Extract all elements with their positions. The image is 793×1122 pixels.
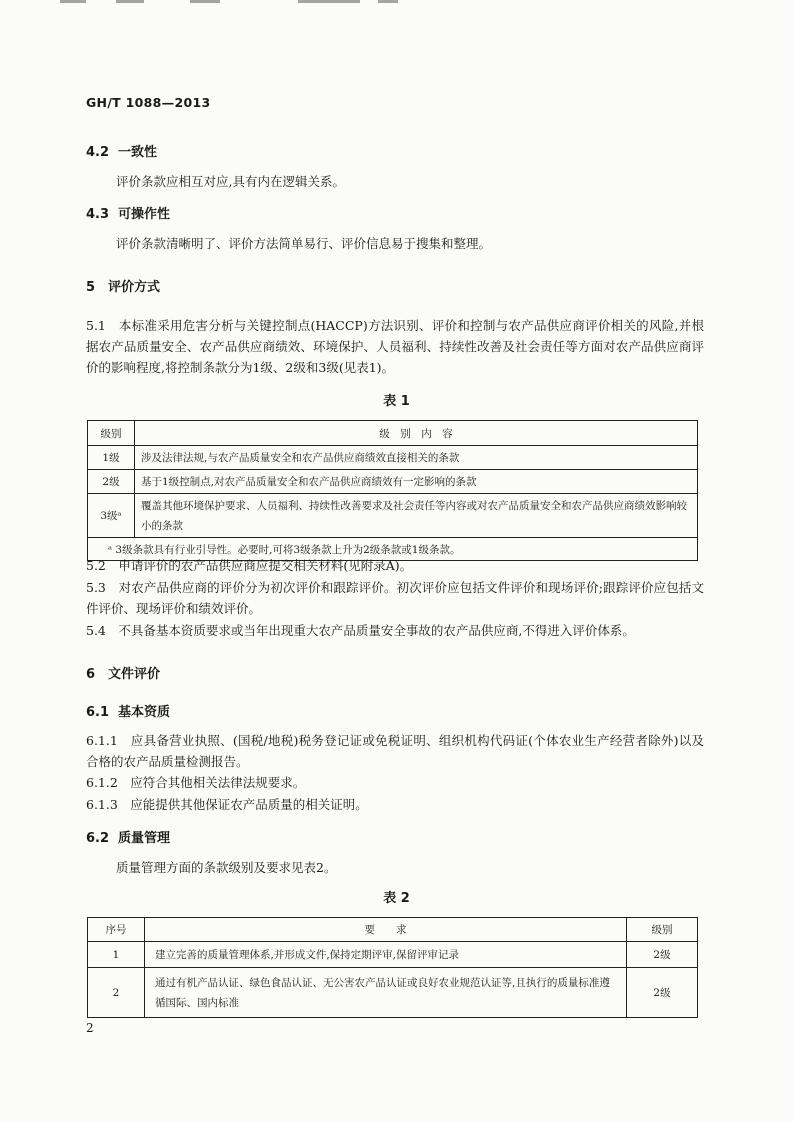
table2-head-no: 序号 — [88, 918, 145, 942]
page-number: 2 — [86, 1021, 94, 1035]
heading-6-1: 6.1 基本资质 — [86, 705, 171, 720]
table1-head-level: 级别 — [88, 421, 135, 446]
table1-level: 2级 — [88, 470, 135, 494]
para-5-1: 5.1 本标准采用危害分析与关键控制点(HACCP)方法识别、评价和控制与农产品供应商评价相关的风险,并根据农产品质量安全、农产品供应商绩效、环境保护、人员福利、持续性改善及社会责任等方面对农产品供应商评价的影响程度,将控制条款分为1级、2级和3级(见表1)。 — [86, 318, 704, 375]
table2-level: 2级 — [627, 942, 698, 968]
table-2 — [87, 917, 698, 1018]
para-4-2: 评价条款应相互对应,具有内在逻辑关系。 — [116, 174, 345, 189]
table1-footnote: ᵃ 3级条款具有行业引导性。必要时,可将3级条款上升为2级条款或1级条款。 — [88, 538, 698, 561]
table1-level: 3级ᵃ — [88, 494, 135, 538]
table-row — [88, 942, 698, 968]
top-scan-marks — [60, 0, 740, 6]
table2-req: 通过有机产品认证、绿色食品认证、无公害农产品认证或良好农业规范认证等,且执行的质量标准遵循国际、国内标准 — [145, 968, 627, 1018]
document-code: GH/T 1088—2013 — [86, 95, 211, 110]
table-row — [88, 446, 698, 470]
table2-caption: 表 2 — [383, 891, 410, 906]
para-5-2: 5.2 申请评价的农产品供应商应提交相关材料(见附录A)。 — [86, 558, 413, 573]
table1-caption: 表 1 — [383, 394, 410, 409]
para-5-4: 5.4 不具备基本资质要求或当年出现重大农产品质量安全事故的农产品供应商,不得进入评价体系。 — [86, 623, 635, 638]
para-6-1-1: 6.1.1 应具备营业执照、(国税/地税)税务登记证或免税证明、组织机构代码证(个体农业生产经营者除外)以及合格的农产品质量检测报告。 — [86, 733, 704, 769]
para-6-2: 质量管理方面的条款级别及要求见表2。 — [116, 860, 337, 875]
table1-content: 基于1级控制点,对农产品质量安全和农产品供应商绩效有一定影响的条款 — [135, 470, 698, 494]
heading-6: 6 文件评价 — [86, 667, 161, 682]
para-4-3: 评价条款清晰明了、评价方法简单易行、评价信息易于搜集和整理。 — [116, 236, 492, 251]
heading-6-2: 6.2 质量管理 — [86, 831, 171, 846]
table2-level: 2级 — [627, 968, 698, 1018]
table1-level: 1级 — [88, 446, 135, 470]
table2-req: 建立完善的质量管理体系,并形成文件,保持定期评审,保留评审记录 — [145, 942, 627, 968]
table2-no: 1 — [88, 942, 145, 968]
table1-content: 涉及法律法规,与农产品质量安全和农产品供应商绩效直接相关的条款 — [135, 446, 698, 470]
table2-header-row — [88, 918, 698, 942]
para-6-1-2: 6.1.2 应符合其他相关法律法规要求。 — [86, 775, 306, 790]
table-row — [88, 968, 698, 1018]
table1-head-content: 级 别 内 容 — [135, 421, 698, 446]
para-6-1-3: 6.1.3 应能提供其他保证农产品质量的相关证明。 — [86, 797, 368, 812]
table-row — [88, 494, 698, 538]
table-row — [88, 470, 698, 494]
para-5-3: 5.3 对农产品供应商的评价分为初次评价和跟踪评价。初次评价应包括文件评价和现场评价;跟踪评价应包括文件评价、现场评价和绩效评价。 — [86, 580, 704, 616]
heading-5: 5 评价方式 — [86, 280, 161, 295]
heading-4-3: 4.3 可操作性 — [86, 207, 171, 222]
table2-no: 2 — [88, 968, 145, 1018]
table1-header-row — [88, 421, 698, 446]
heading-4-2: 4.2 一致性 — [86, 145, 158, 160]
table1-content: 覆盖其他环境保护要求、人员福利、持续性改善要求及社会责任等内容或对农产品质量安全和农产品供应商绩效影响较小的条款 — [135, 494, 698, 538]
table2-head-req: 要 求 — [145, 918, 627, 942]
table-1 — [87, 420, 698, 561]
table2-head-level: 级别 — [627, 918, 698, 942]
